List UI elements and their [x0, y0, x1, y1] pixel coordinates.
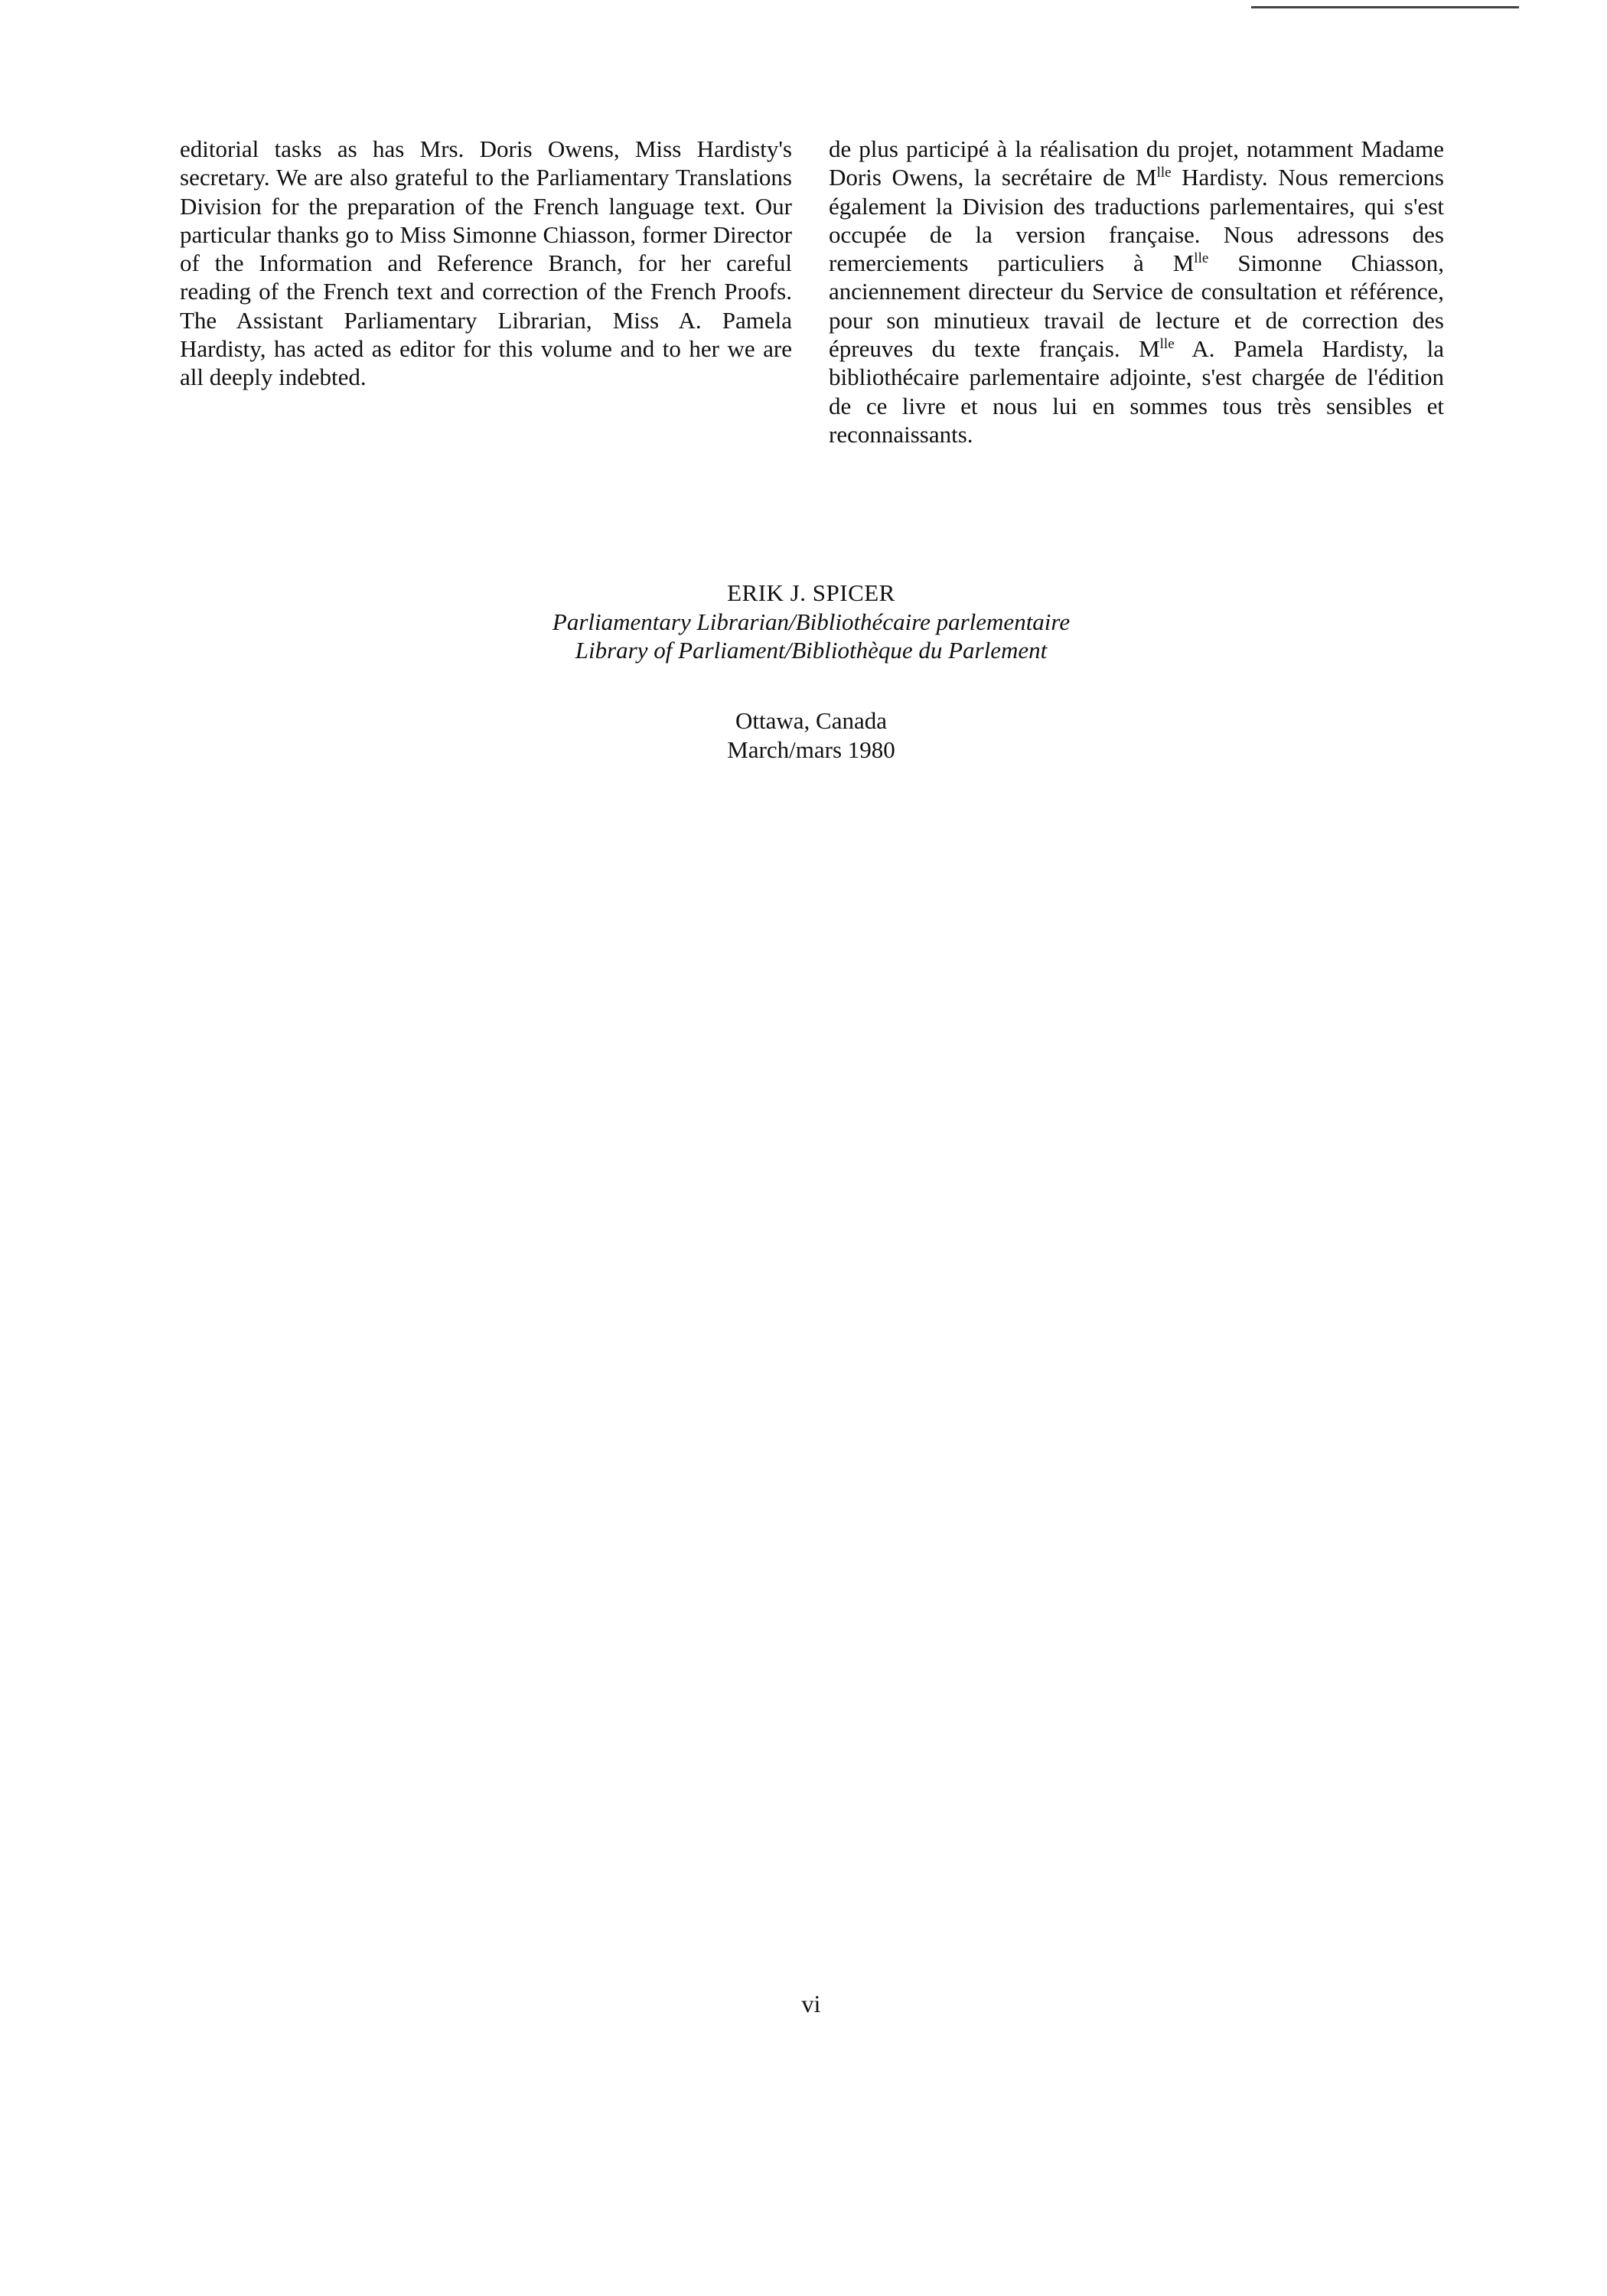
french-text-part-1: de plus participé à la réalisation du projet, notamment Madame Doris Owens, la secrétaire de M — [829, 135, 1444, 191]
french-paragraph — [829, 135, 1444, 448]
superscript-lle: lle — [1156, 165, 1172, 181]
english-paragraph-text: editorial tasks as has Mrs. Doris Owens, Miss Hardisty's secretary. We are also grateful to the Parliamentary Translations Division for the preparation of the French language text. Our particular thanks go to Miss Simonne Chiasson, former Director of the Information and Reference Branch, for her careful reading of the French text and correction of the French Proofs. The Assistant Parliamentary Librarian, Miss A. Pamela Hardisty, has acted as editor for this volume and to her we are all deeply indebted. — [180, 135, 792, 391]
french-text-part-4: A. Pamela Hardisty, la bibliothécaire parlementaire adjointe, s'est chargée de l'édition de ce livre et nous lui en sommes tous très sensibles et reconnaissants. — [829, 335, 1444, 448]
superscript-lle: lle — [1159, 336, 1175, 353]
top-rule — [1251, 6, 1519, 8]
place-date: March/mars 1980 — [727, 735, 895, 763]
signatory-title: Parliamentary Librarian/Bibliothécaire parlementaire — [552, 608, 1071, 635]
page-number: vi — [801, 1990, 821, 2017]
superscript-lle: lle — [1194, 250, 1209, 267]
place-date-block — [0, 706, 1607, 764]
signatory-institution: Library of Parliament/Bibliothèque du Parlement — [575, 637, 1048, 664]
signature-block — [0, 579, 1607, 665]
place-city: Ottawa, Canada — [735, 707, 887, 734]
french-text-part-2: Hardisty. Nous remercions également la Division des traductions parlementaires, qui s'est occupée de la version française. Nous adressons des remerciements particuliers à M — [829, 164, 1444, 277]
french-text-part-3: Simonne Chiasson, anciennement directeur du Service de consultation et référence, pour son minutieux travail de lecture et de correction des épreuves du texte français. M — [829, 249, 1444, 363]
signatory-name: ERIK J. SPICER — [727, 579, 895, 606]
english-paragraph — [180, 135, 792, 392]
